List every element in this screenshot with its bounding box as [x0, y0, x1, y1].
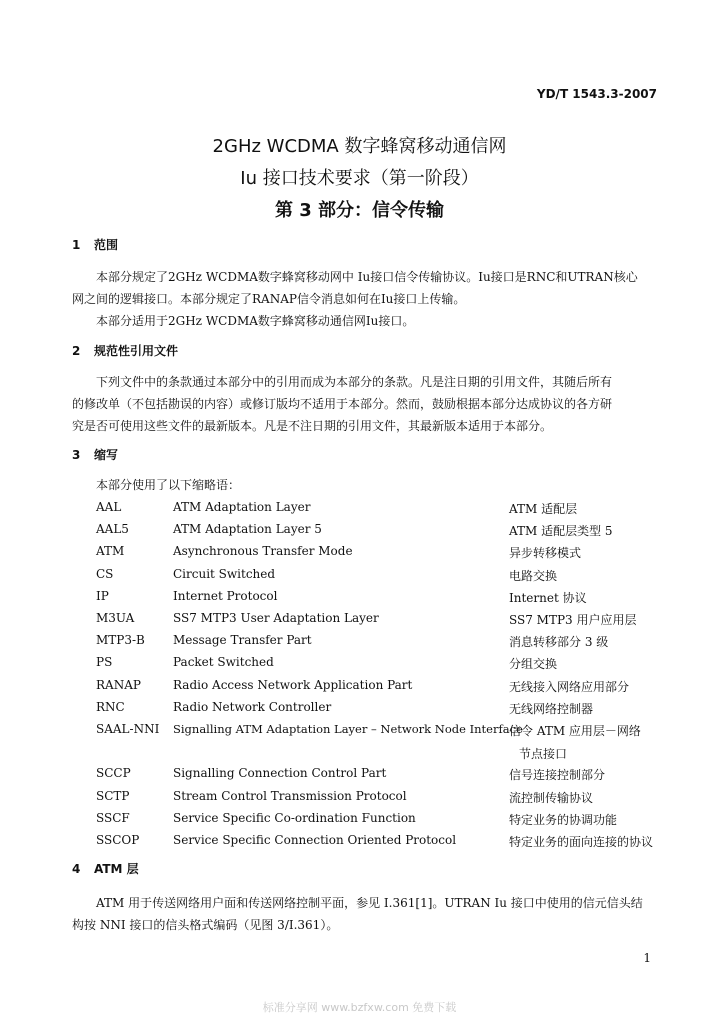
abbr-chinese: 信号连接控制部分: [509, 768, 606, 782]
abbr-chinese: 信令 ATM 应用层－网络: [509, 724, 641, 738]
abbreviation-row: [96, 789, 676, 811]
abbr-chinese: 分组交换: [509, 657, 558, 671]
abbr-chinese-wrap: [509, 722, 679, 762]
abbr-chinese: 异步转移模式: [509, 546, 582, 560]
paragraph-line: 本部分规定了2GHz WCDMA数字蜂窝移动网中 Iu接口信令传输协议。Iu接口是RNC和UTRAN核心: [96, 270, 638, 284]
abbreviation-row: [96, 500, 676, 522]
title-line-2: Iu 接口技术要求（第一阶段）: [240, 168, 479, 189]
abbr-english: Internet Protocol: [173, 589, 278, 603]
section-number: 4: [72, 862, 81, 876]
section-title: ATM 层: [94, 862, 139, 876]
abbr-english: ATM Adaptation Layer: [173, 500, 311, 514]
abbr-chinese: 特定业务的协调功能: [509, 813, 618, 827]
abbr-chinese: ATM 适配层: [509, 502, 578, 516]
abbr-term: AAL5: [96, 522, 129, 536]
abbreviation-row: [96, 722, 676, 766]
abbr-english: Radio Network Controller: [173, 700, 332, 714]
paragraph-line: 构按 NNI 接口的信头格式编码（见图 3/I.361）。: [72, 918, 339, 932]
abbr-english: Signalling Connection Control Part: [173, 766, 387, 780]
abbreviation-row: [96, 811, 676, 833]
section-3-heading: [72, 446, 118, 463]
abbr-term: CS: [96, 567, 114, 581]
section-title: 规范性引用文件: [94, 344, 179, 358]
abbreviation-row: [96, 544, 676, 566]
abbr-chinese: SS7 MTP3 用户应用层: [509, 613, 637, 627]
abbr-chinese: 电路交换: [509, 569, 558, 583]
abbr-term: SSCOP: [96, 833, 140, 847]
abbr-chinese: 特定业务的面向连接的协议: [509, 835, 654, 849]
paragraph-line: 本部分使用了以下缩略语：: [96, 478, 241, 492]
abbreviation-row: [96, 567, 676, 589]
abbr-english: Service Specific Co-ordination Function: [173, 811, 416, 825]
paragraph-line: 本部分适用于2GHz WCDMA数字蜂窝移动通信网Iu接口。: [96, 314, 415, 328]
abbr-chinese: 无线接入网络应用部分: [509, 680, 630, 694]
abbr-english: Circuit Switched: [173, 567, 276, 581]
abbreviation-row: [96, 678, 676, 700]
abbr-english: Service Specific Connection Oriented Protocol: [173, 833, 457, 847]
abbr-chinese: Internet 协议: [509, 591, 587, 605]
abbreviation-row: [96, 700, 676, 722]
abbr-english: Radio Access Network Application Part: [173, 678, 413, 692]
abbr-term: ATM: [96, 544, 125, 558]
page-number: 1: [643, 951, 651, 965]
abbr-english: ATM Adaptation Layer 5: [173, 522, 322, 536]
title-line-3: 第 3 部分：信令传输: [274, 200, 445, 221]
abbr-term: SCTP: [96, 789, 130, 803]
abbr-english: Packet Switched: [173, 655, 274, 669]
paragraph-line: 的修改单（不包括勘误的内容）或修订版均不适用于本部分。然而，鼓励根据本部分达成协议的各方研: [72, 397, 613, 411]
paragraph-line: ATM 用于传送网络用户面和传送网络控制平面，参见 I.361[1]。UTRAN Iu 接口中使用的信元信头结: [96, 896, 643, 910]
section-number: 3: [72, 448, 81, 462]
section-4-body: [72, 892, 658, 936]
section-2-heading: [72, 342, 178, 359]
abbr-chinese-continued: 节点接口: [519, 747, 568, 761]
abbr-term: AAL: [96, 500, 122, 514]
abbr-chinese: ATM 适配层类型 5: [509, 524, 613, 538]
abbr-chinese: 无线网络控制器: [509, 702, 594, 716]
abbr-term: PS: [96, 655, 113, 669]
abbr-term: IP: [96, 589, 109, 603]
title-line-1: 2GHz WCDMA 数字蜂窝移动通信网: [212, 136, 507, 157]
section-number: 2: [72, 344, 81, 358]
abbreviation-row: [96, 655, 676, 677]
abbreviation-row: [96, 589, 676, 611]
abbreviation-row: [96, 833, 676, 855]
abbreviation-row: [96, 633, 676, 655]
abbr-term: SSCF: [96, 811, 130, 825]
paragraph-line: 下列文件中的条款通过本部分中的引用而成为本部分的条款。凡是注日期的引用文件，其随后所有: [96, 375, 613, 389]
watermark: 标准分享网 www.bzfxw.com 免费下载: [262, 1001, 457, 1014]
abbreviation-row: [96, 611, 676, 633]
abbr-term: MTP3-B: [96, 633, 145, 647]
paragraph-line: 网之间的逻辑接口。本部分规定了RANAP信令消息如何在Iu接口上传输。: [72, 292, 466, 306]
abbr-chinese: 消息转移部分 3 级: [509, 635, 609, 649]
abbr-english: Signalling ATM Adaptation Layer – Network Node Interface: [173, 722, 523, 736]
abbr-chinese: 流控制传输协议: [509, 791, 594, 805]
section-number: 1: [72, 238, 81, 252]
abbr-english: SS7 MTP3 User Adaptation Layer: [173, 611, 379, 625]
abbr-english: Stream Control Transmission Protocol: [173, 789, 407, 803]
abbr-english: Message Transfer Part: [173, 633, 312, 647]
abbreviation-row: [96, 522, 676, 544]
paragraph-line: 究是否可使用这些文件的最新版本。凡是不注日期的引用文件，其最新版本适用于本部分。: [72, 419, 553, 433]
abbr-term: RNC: [96, 700, 125, 714]
abbreviation-row: [96, 766, 676, 788]
section-3-intro: [72, 474, 658, 496]
abbr-term: RANAP: [96, 678, 141, 692]
abbr-term: SAAL-NNI: [96, 722, 160, 736]
standard-number: YD/T 1543.3-2007: [536, 87, 657, 101]
section-1-heading: [72, 236, 118, 253]
abbr-term: SCCP: [96, 766, 131, 780]
abbr-term: M3UA: [96, 611, 135, 625]
section-4-heading: [72, 860, 139, 877]
section-title: 缩写: [94, 448, 119, 462]
section-1-body: [72, 266, 658, 332]
section-2-body: [72, 371, 658, 437]
abbr-english: Asynchronous Transfer Mode: [173, 544, 353, 558]
section-title: 范围: [94, 238, 119, 252]
